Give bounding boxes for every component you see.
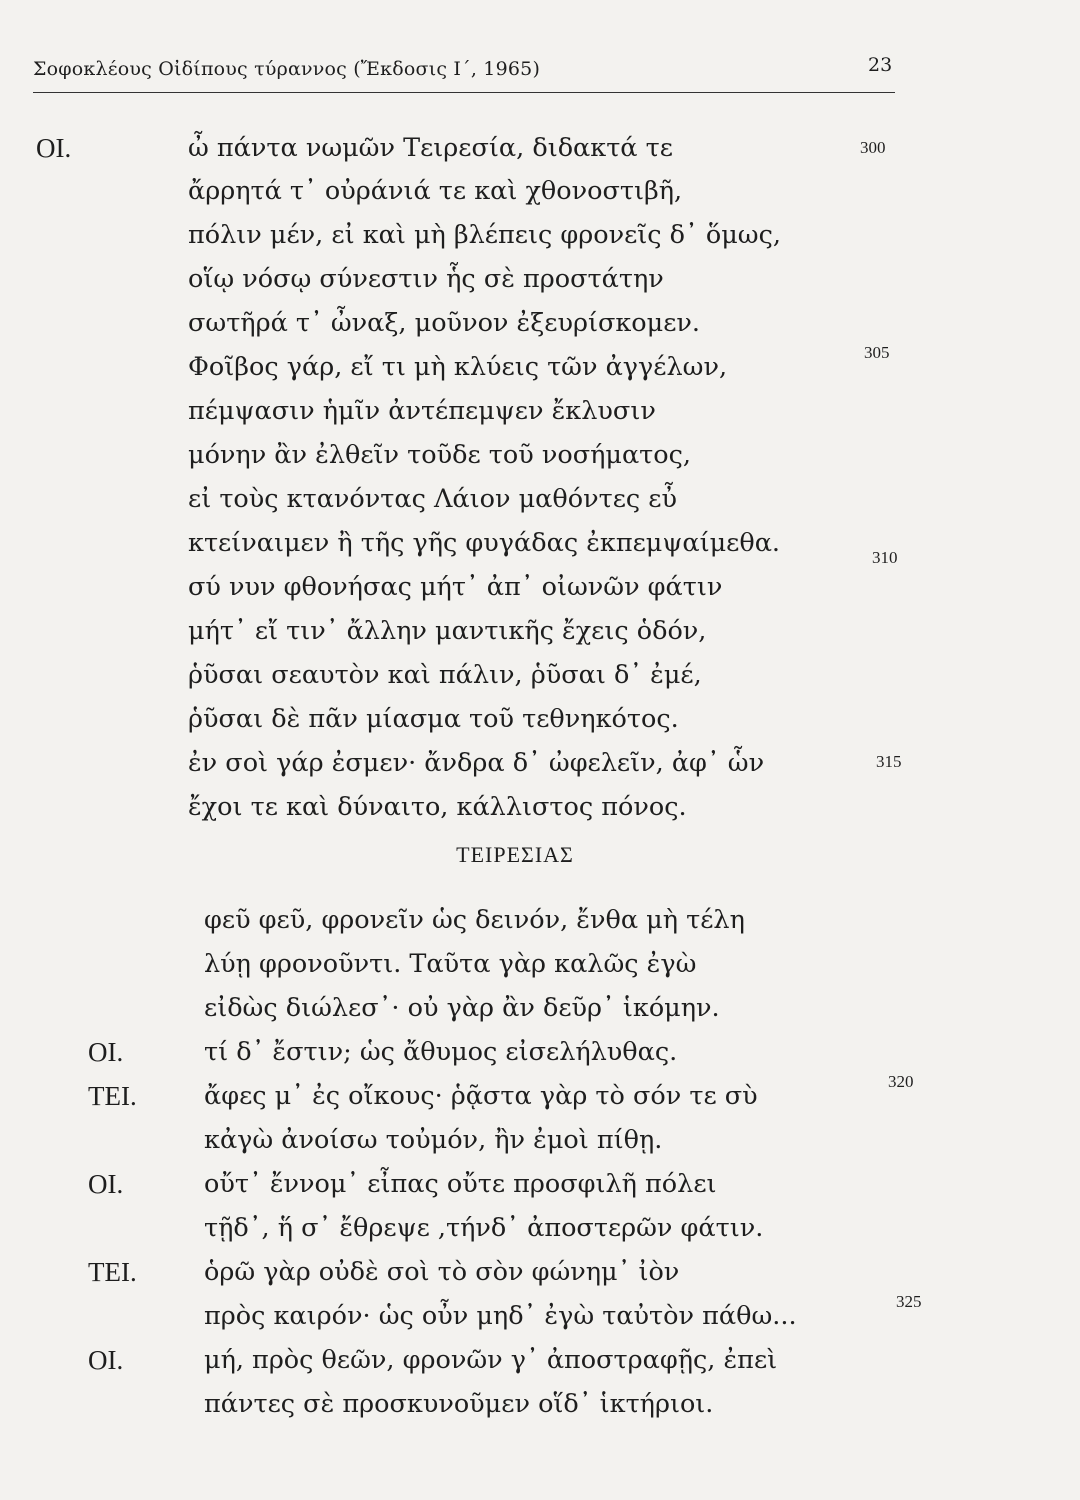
verse-line: φεῦ φεῦ, φρονεῖν ὡς δεινόν, ἔνθα μὴ τέλη — [204, 905, 745, 935]
verse-line: μόνην ἂν ἐλθεῖν τοῦδε τοῦ νοσήματος, — [188, 440, 692, 470]
verse-line: κτείναιμεν ἢ τῆς γῆς φυγάδας ἐκπεμψαίμεθα. — [188, 528, 781, 558]
verse-line: μή, πρὸς θεῶν, φρονῶν γ᾽ ἀποστραφῇς, ἐπεὶ — [204, 1345, 778, 1375]
header-rule — [33, 92, 895, 93]
verse-line: τί δ᾽ ἔστιν; ὡς ἄθυμος εἰσελήλυθας. — [204, 1037, 678, 1067]
speaker-heading: ΤΕΙΡΕΣΙΑΣ — [456, 842, 574, 867]
verse-line: κἀγὼ ἀνοίσω τοὐμόν, ἢν ἐμοὶ πίθῃ. — [204, 1125, 663, 1155]
running-title: Σοφοκλέους Οἰδίπους τύραννος (Ἔκδοσις Ι΄, 1965) — [33, 58, 541, 80]
speaker-label: ΟΙ. — [88, 1169, 124, 1199]
verse-line: ῥῦσαι δὲ πᾶν μίασμα τοῦ τεθνηκότος. — [188, 704, 679, 734]
verse-line: ὁρῶ γὰρ οὐδὲ σοὶ τὸ σὸν φώνημ᾽ ἰὸν — [204, 1257, 680, 1287]
verse-line: πόλιν μέν, εἰ καὶ μὴ βλέπεις φρονεῖς δ᾽ ὅμως, — [188, 220, 781, 250]
verse-line: πάντες σὲ προσκυνοῦμεν οἵδ᾽ ἱκτήριοι. — [204, 1389, 714, 1419]
line-number: 305 — [864, 343, 890, 362]
verse-line: πέμψασιν ἡμῖν ἀντέπεμψεν ἔκλυσιν — [188, 396, 656, 426]
verse-line: ἄφες μ᾽ ἐς οἴκους· ῥᾷστα γὰρ τὸ σόν τε σὺ — [204, 1081, 758, 1111]
verse-line: εἰδὼς διώλεσ᾽· οὐ γὰρ ἂν δεῦρ᾽ ἱκόμην. — [204, 993, 720, 1023]
line-number: 300 — [860, 138, 886, 157]
verse-line: τῇδ᾽, ἥ σ᾽ ἔθρεψε ,τήνδ᾽ ἀποστερῶν φάτιν. — [204, 1213, 764, 1243]
verse-line: οἵῳ νόσῳ σύνεστιν ἧς σὲ προστάτην — [188, 264, 664, 294]
verse-line: πρὸς καιρόν· ὡς οὖν μηδ᾽ ἐγὼ ταὐτὸν πάθω... — [204, 1301, 797, 1331]
verse-line: οὔτ᾽ ἔννομ᾽ εἶπας οὔτε προσφιλῆ πόλει — [204, 1169, 717, 1199]
verse-line: ῥῦσαι σεαυτὸν καὶ πάλιν, ῥῦσαι δ᾽ ἐμέ, — [188, 660, 702, 690]
verse-line: ἄρρητά τ᾽ οὐράνιά τε καὶ χθονοστιβῆ, — [188, 176, 683, 206]
verse-line: Φοῖβος γάρ, εἴ τι μὴ κλύεις τῶν ἀγγέλων, — [188, 352, 728, 382]
verse-line: ὦ πάντα νωμῶν Τειρεσία, διδακτά τε — [188, 133, 673, 163]
speaker-label: ΟΙ. — [88, 1037, 124, 1067]
speaker-label: ΟΙ. — [36, 133, 72, 163]
verse-line: σωτῆρά τ᾽ ὦναξ, μοῦνον ἐξευρίσκομεν. — [188, 308, 701, 338]
page-number: 23 — [868, 54, 893, 76]
verse-line: λύῃ φρονοῦντι. Ταῦτα γὰρ καλῶς ἐγὼ — [204, 949, 697, 979]
verse-line: ἐν σοὶ γάρ ἐσμεν· ἄνδρα δ᾽ ὠφελεῖν, ἀφ᾽ ὧν — [188, 748, 765, 778]
verse-line: σύ νυν φθονήσας μήτ᾽ ἀπ᾽ οἰωνῶν φάτιν — [188, 572, 723, 602]
line-number: 325 — [896, 1292, 922, 1311]
speaker-label: ΟΙ. — [88, 1345, 124, 1375]
verse-line: ἔχοι τε καὶ δύναιτο, κάλλιστος πόνος. — [188, 792, 687, 822]
line-number: 320 — [888, 1072, 914, 1091]
verse-line: εἰ τοὺς κτανόντας Λάιον μαθόντες εὖ — [188, 484, 678, 514]
speaker-label: ΤΕΙ. — [88, 1081, 137, 1111]
verse-line: μήτ᾽ εἴ τιν᾽ ἄλλην μαντικῆς ἔχεις ὁδόν, — [188, 616, 707, 646]
speaker-label: ΤΕΙ. — [88, 1257, 137, 1287]
line-number: 310 — [872, 548, 898, 567]
line-number: 315 — [876, 752, 902, 771]
